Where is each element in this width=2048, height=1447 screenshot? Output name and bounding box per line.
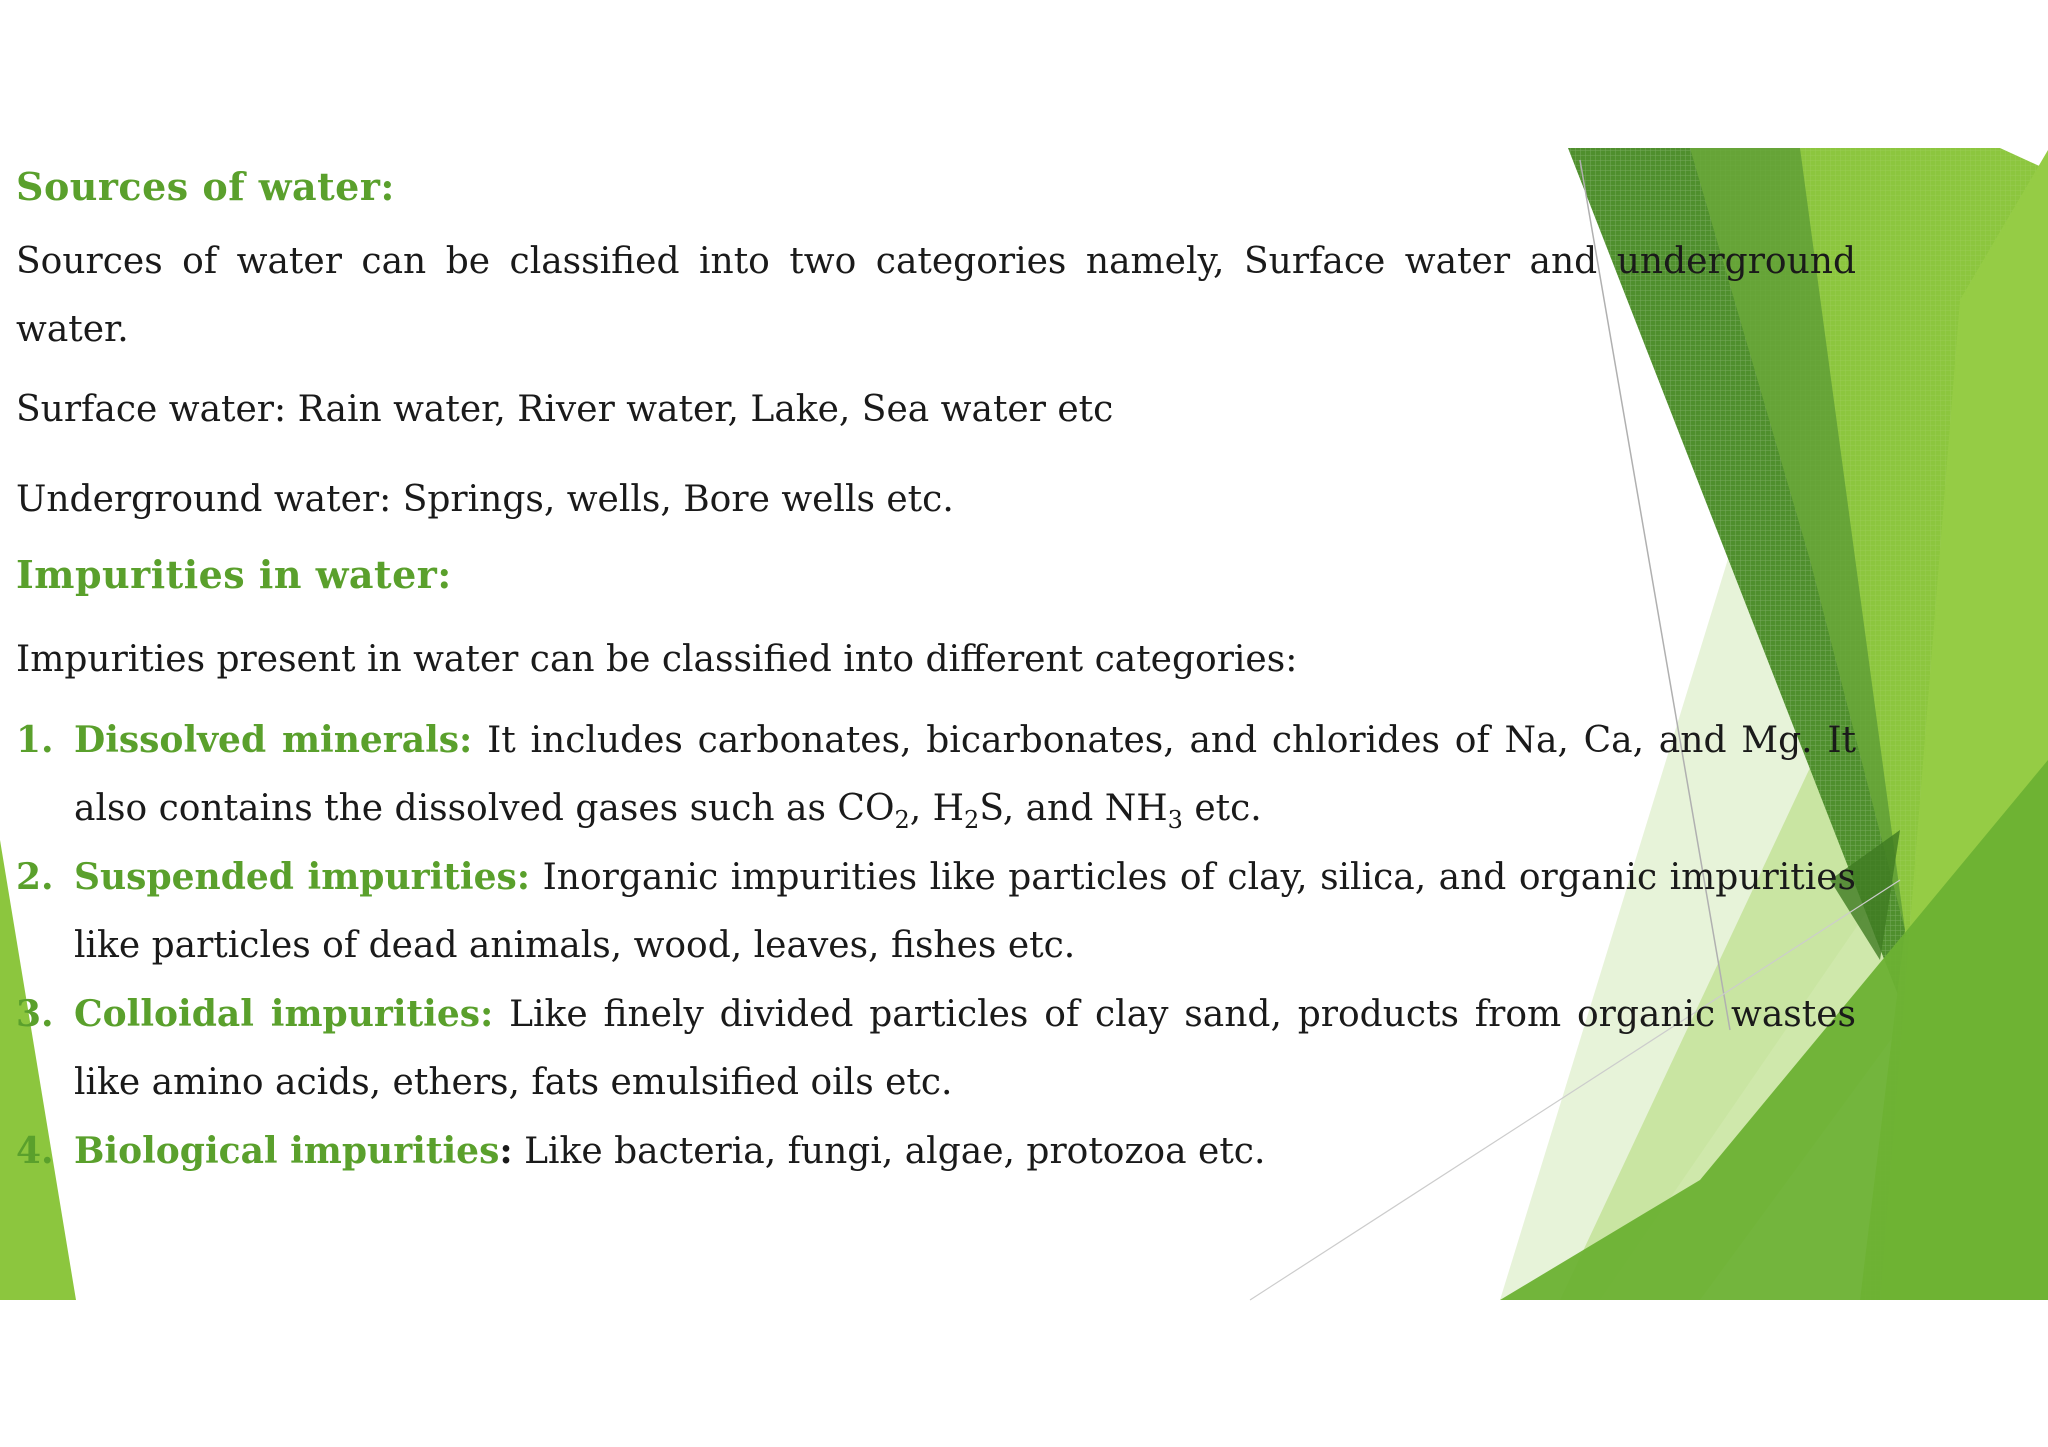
list-colon: : [499, 1130, 513, 1172]
list-term: Biological impurities [74, 1130, 500, 1172]
list-number: 2. [16, 856, 54, 898]
list-item-biological-impurities [16, 1117, 1856, 1186]
list-number: 3. [16, 993, 54, 1035]
list-text: It includes carbonates, bicarbonates, and chlorides of Na, Ca, and Mg. It also contains the dissolved gases such as CO [74, 720, 1857, 829]
list-term: Colloidal impurities: [74, 993, 494, 1035]
sources-intro: Sources of water can be classified into two categories namely, Surface water and underground water. [16, 241, 1856, 350]
impurities-heading: Impurities in water: [16, 552, 452, 597]
list-item-dissolved-minerals [16, 706, 1856, 843]
sources-heading: Sources of water: [16, 164, 395, 209]
list-number: 4. [16, 1130, 54, 1172]
impurities-list [16, 706, 1856, 1186]
subscript: 3 [1167, 806, 1183, 835]
list-text: Inorganic impurities like particles of clay, silica, and organic impurities like particles of dead animals, wood, leaves, fishes etc. [74, 857, 1856, 966]
subscript: 2 [894, 806, 910, 835]
list-text: S, and NH [979, 788, 1168, 829]
list-text: , H [909, 788, 965, 829]
list-term: Suspended impurities: [74, 856, 531, 898]
list-item-colloidal-impurities [16, 980, 1856, 1117]
list-text: Like finely divided particles of clay sand, products from organic wastes like amino acids, ethers, fats emulsified oils etc. [74, 994, 1857, 1103]
list-number: 1. [16, 719, 54, 761]
slide-content [16, 158, 1856, 1186]
underground-water-line: Underground water: Springs, wells, Bore wells etc. [16, 479, 954, 520]
surface-water-line: Surface water: Rain water, River water, Lake, Sea water etc [16, 389, 1114, 430]
list-text: Like bacteria, fungi, algae, protozoa etc. [512, 1131, 1266, 1172]
list-term: Dissolved minerals: [74, 719, 473, 761]
subscript: 2 [964, 806, 980, 835]
impurities-intro: Impurities present in water can be classified into different categories: [16, 639, 1298, 680]
list-text: etc. [1182, 788, 1262, 829]
list-item-suspended-impurities [16, 843, 1856, 980]
